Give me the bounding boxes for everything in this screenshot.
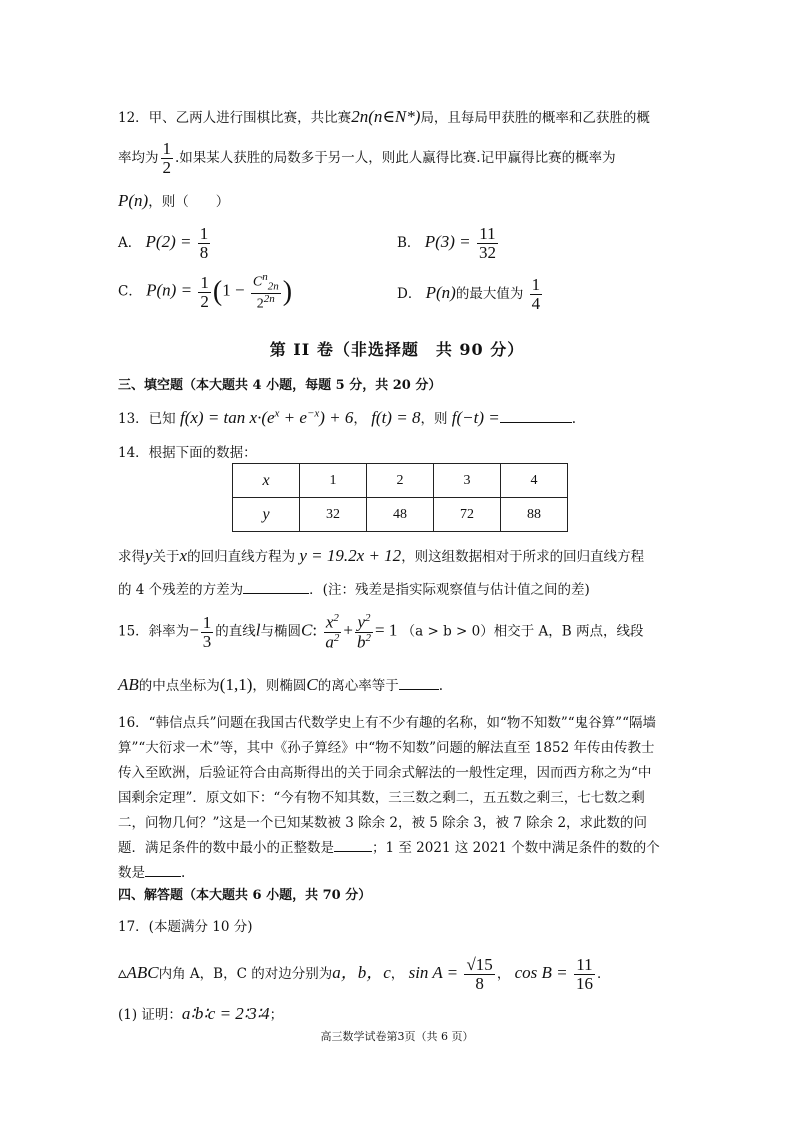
q15-post2: 的离心率等于 (317, 678, 399, 694)
q15-ab: AB (118, 675, 139, 694)
option-d-fraction (530, 276, 543, 313)
q12-line1 (118, 106, 650, 127)
frac-num: $y^2$ (357, 612, 371, 632)
frac-num: 11 (479, 224, 496, 243)
frac-num: 1 (162, 139, 171, 158)
answer-blank[interactable] (243, 581, 309, 594)
binom-c: C (252, 274, 263, 290)
q12-text-post: 局，且每局甲获胜的概率和乙获胜的概 (420, 110, 650, 126)
section-heading-fill-blank: 三、填空题（本大题共 4 小题，每题 5 分，共 20 分） (118, 378, 442, 393)
q14-y: y (145, 546, 153, 565)
q15-c: C (301, 620, 313, 640)
q15-post: 相交于 A，B 两点，线段 (493, 623, 644, 640)
q16-text6-post: ；1 至 2021 这 2021 个数中满足条件的数的个 (372, 840, 660, 856)
option-expr: P(n) (425, 282, 456, 302)
frac-den: 2 (200, 291, 209, 311)
q15-l: l (255, 620, 261, 640)
q12-pn: P(n) (118, 191, 149, 210)
table-cell: 72 (434, 498, 501, 532)
q15-midpoint: (1,1) (219, 675, 253, 694)
option-c-inner: 1 − (222, 280, 245, 300)
q12-line3 (118, 190, 229, 211)
q15-x-fraction (323, 613, 341, 651)
q14-x: x (179, 546, 188, 565)
frac-num: 11 (576, 955, 593, 974)
q13-post: ) + 6 (319, 408, 354, 427)
q15-then: ，则椭圆 (252, 678, 307, 694)
answer-blank[interactable] (500, 410, 572, 423)
table-row-y (233, 498, 568, 532)
frac-den: 16 (575, 973, 593, 993)
table-header-y: y (233, 498, 300, 532)
q15-line-text: 的直线 (215, 623, 256, 640)
q14-intro: 14．根据下面的数据： (118, 445, 257, 461)
q14-line1 (118, 545, 644, 566)
q15-line1: 15．斜率为− $\frac{1}{3}$ 的直线l与椭圆C: $\frac{x^2}{a^2}$ + $\frac{y^2}{b^2}$ = 1 （a > b > 0）相交于 A，B 两点，线段 (118, 612, 644, 652)
frac-num: 1 (200, 272, 209, 292)
table-cell: 4 (501, 464, 568, 498)
b-var: b (356, 632, 366, 652)
q12-option-d (397, 276, 544, 313)
section-title: 第 II 卷（非选择题 共 90 分） (269, 340, 525, 359)
q15-text: 15．斜率为 (118, 623, 190, 640)
q17-part1-end: ； (269, 1007, 284, 1023)
frac-num: $C^n_{2n}$ (252, 271, 279, 293)
frac-den: 32 (478, 242, 496, 262)
q13-then: ，则 (420, 411, 448, 427)
q12-half-fraction (161, 140, 174, 177)
answer-blank[interactable] (334, 839, 372, 852)
q13-plus: + e (283, 408, 307, 427)
frac-num: 1 (531, 275, 541, 294)
table-cell: 48 (367, 498, 434, 532)
q16-line6 (118, 836, 660, 856)
q17-cos-fraction (574, 956, 595, 993)
frac-num: √15 (466, 955, 493, 974)
frac-den: $b^2$ (356, 631, 371, 652)
q17-abc: a，b，c (332, 962, 391, 982)
frac-den: 3 (202, 631, 212, 651)
q12-paren: ，则（ ） (148, 194, 230, 210)
q14-note: ．(注：残差是指实际观察值与估计值之间的差) (309, 582, 590, 598)
q15-mid: 的中点坐标为 (138, 678, 220, 694)
table-cell: 2 (367, 464, 434, 498)
q17-end: ． (596, 965, 611, 982)
paren-close: ) (282, 276, 293, 308)
q14-about: 关于 (152, 549, 180, 565)
section-heading-answer: 四、解答题（本大题共 6 小题，共 70 分） (118, 888, 372, 903)
option-label: D． (397, 285, 422, 302)
table-cell: 32 (300, 498, 367, 532)
table-cell: 1 (300, 464, 367, 498)
q16-line5: 二，问物几何？”这是一个已知某数被 3 除余 2，被 5 除余 3，被 7 除余 2，求此数的问 (118, 815, 648, 831)
q14-line2 (118, 578, 590, 598)
q14-mid: 的回归直线方程为 (187, 549, 296, 565)
frac-den: 4 (531, 293, 541, 313)
q13-ft: f(t) = 8 (371, 408, 421, 427)
q15-ellipse-text: 与椭圆 (260, 623, 302, 640)
q17-line: ▵ABC内角 A，B，C 的对边分别为a，b，c， sin A = $\frac{√15}{8}$ ， cos B = $\frac{11}{16}$ ． (118, 955, 611, 993)
option-d-text: 的最大值为 (455, 285, 524, 302)
frac-den: $a^2$ (325, 631, 340, 652)
q12-text: 12．甲、乙两人进行围棋比赛，共比赛 (118, 110, 352, 126)
q14-equation: y = 19.2x + 12 (299, 546, 402, 565)
option-label: C． (118, 283, 142, 300)
option-expr: P(2) = (145, 231, 192, 251)
option-c-binomial (251, 272, 281, 312)
q12-text2: 率均为 (118, 149, 159, 166)
q17-sin: sin A = (408, 962, 459, 982)
option-label: A． (118, 234, 142, 251)
answer-blank[interactable] (399, 677, 439, 690)
q16-line7 (118, 861, 185, 881)
q13-line (118, 407, 576, 428)
q16-end: . (181, 865, 186, 881)
frac-num: 1 (199, 224, 209, 243)
q14-text2: 的 4 个残差的方差为 (118, 582, 244, 598)
q15-line2 (118, 674, 443, 695)
q12-option-c (118, 272, 292, 312)
answer-blank[interactable] (145, 864, 181, 877)
q13-comma: ， (353, 411, 367, 427)
q13-function: $f(x) = \tan x\cdot(e^x + e^{-x}) + 6$ (179, 407, 354, 427)
triangle-label: ▵ABC (118, 962, 159, 982)
table-header-x: x (233, 464, 300, 498)
q15-end: . (438, 678, 443, 694)
q13-text: 13．已知 (118, 411, 176, 427)
q17-part1-text: (1) 证明： (118, 1007, 182, 1023)
q12-option-a (118, 225, 212, 262)
option-c-fraction (198, 274, 211, 311)
q12-line2 (118, 140, 616, 177)
page-footer: 高三数学试卷第3页（共 6 页） (320, 1030, 474, 1043)
option-expr: P(3) = (424, 231, 471, 251)
q13-end: . (571, 411, 577, 427)
q12-text2-post: .如果某人获胜的局数多于另一人，则此人赢得比赛.记甲赢得比赛的概率为 (175, 149, 616, 166)
frac-den: 8 (475, 973, 484, 993)
q16-line2: 算”“大衍求一术”等，其中《孙子算经》中“物不知数”问题的解法直至 1852 年传由传教士 (118, 740, 655, 756)
q16-text7: 数是 (118, 865, 145, 881)
q14-text: 求得 (118, 549, 145, 565)
option-expr: P(n) = (146, 280, 193, 300)
q15-slope-fraction (201, 614, 214, 651)
x-var: x (325, 612, 334, 632)
q17-text: 内角 A，B，C 的对边分别为 (158, 965, 333, 982)
q12-option-b (397, 225, 500, 262)
q17-sin-fraction (464, 956, 494, 993)
option-a-fraction (198, 225, 211, 262)
q15-y-fraction (355, 613, 373, 651)
table-cell: 3 (434, 464, 501, 498)
q15-minus: − (189, 620, 199, 640)
q14-post: ，则这组数据相对于所求的回归直线方程 (401, 549, 645, 565)
q15-c2: C (306, 675, 318, 694)
frac-den: 2 (162, 157, 171, 177)
q12-games-expr: 2n(n∈N*) (351, 107, 421, 126)
q16-line4: 国剩余定理”．原文如下：“今有物不知其数，三三数之剩二，五五数之剩三，七七数之剩 (118, 790, 645, 806)
q17-part1 (118, 1003, 283, 1024)
table-row-x (233, 464, 568, 498)
q17-cos: cos B = (514, 962, 568, 982)
q17-head: 17．(本题满分 10 分) (118, 919, 253, 935)
q16-line1: 16．“韩信点兵”问题在我国古代数学史上有不少有趣的名称，如“物不知数”“鬼谷算”“隔墙 (118, 715, 656, 731)
frac-den: 8 (199, 242, 209, 262)
a-var: a (325, 632, 334, 652)
frac-num: $x^2$ (325, 612, 339, 632)
binom-den: 2 (256, 296, 264, 312)
data-table (232, 463, 568, 532)
y-var: y (357, 612, 365, 632)
q16-line3: 传入至欧洲，后验证符合由高斯得出的关于同余式解法的一般性定理，因而西方称之为“中 (118, 765, 652, 781)
paren-open: ( (212, 276, 223, 308)
option-b-fraction (477, 225, 498, 262)
frac-num: 1 (202, 612, 212, 632)
q16-text6: 题．满足条件的数中最小的正整数是 (118, 840, 334, 856)
q15-condition: （a > b > 0） (401, 623, 494, 640)
q17-ratio: a∶b∶c = 2∶3∶4 (181, 1004, 270, 1023)
q13-f: f(x) = tan x·(e (179, 408, 275, 427)
frac-den: $2^{2n}$ (256, 293, 275, 312)
table-cell: 88 (501, 498, 568, 532)
q13-fneg: f(−t) = (451, 408, 500, 427)
option-label: B． (397, 234, 421, 251)
q15-eq-end: = 1 (374, 620, 398, 640)
